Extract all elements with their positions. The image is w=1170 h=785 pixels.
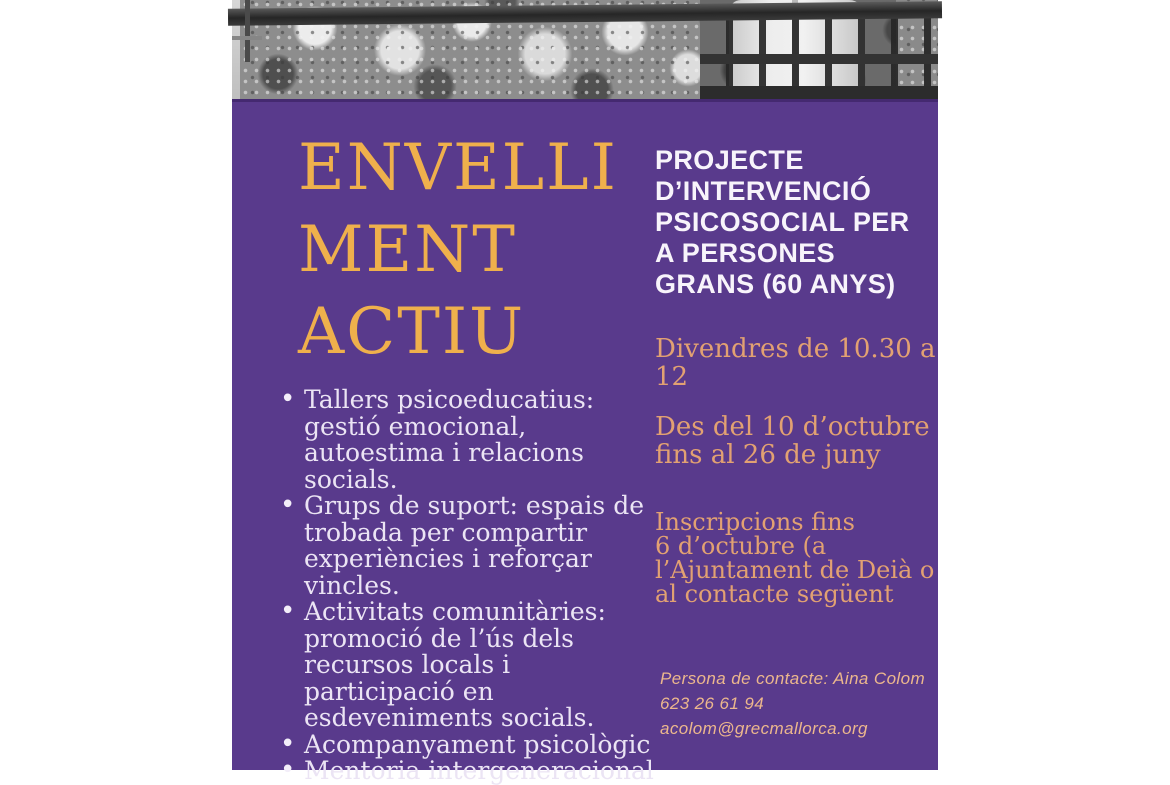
schedule-dates-line: Des del 10 d’octubre — [655, 412, 930, 442]
photo-left-bar — [232, 36, 262, 40]
project-heading — [655, 145, 910, 300]
list-item: • Grups de suport: espais de trobada per compartir experiències i reforçar vincles. — [278, 493, 654, 599]
photo-left-post — [245, 0, 250, 62]
list-item: • Acompanyament psicològic — [278, 732, 654, 759]
photo-railing-bottom-rail — [700, 86, 938, 99]
header-photo — [232, 0, 938, 99]
list-item: • Mentoria intergeneracional — [278, 758, 654, 785]
schedule-dates-line: fins al 26 de juny — [655, 440, 881, 470]
photo-railing-mid-rail — [700, 54, 938, 64]
inscription-line: 6 d’octubre (a — [655, 532, 827, 560]
contact-block — [660, 666, 925, 741]
poster-title — [298, 127, 618, 373]
inscription-line: l’Ajuntament de Deià o — [655, 556, 935, 584]
inscription-info — [655, 510, 934, 606]
schedule-time — [655, 335, 936, 391]
heading-line: PROJECTE — [655, 145, 804, 175]
activities-list — [278, 385, 654, 785]
schedule-time-line: 12 — [655, 362, 689, 392]
heading-line: GRANS (60 ANYS) — [655, 269, 896, 299]
contact-person: Persona de contacte: Aina Colom — [660, 669, 926, 688]
inscription-line: Inscripcions fins — [655, 508, 855, 536]
title-line-1: ENVELLI — [298, 131, 618, 205]
heading-line: D’INTERVENCIÓ — [655, 176, 872, 206]
contact-email: acolom@grecmallorca.org — [660, 719, 868, 738]
poster-body — [232, 99, 938, 785]
title-line-3: ACTIU — [298, 295, 526, 369]
heading-line: A PERSONES — [655, 238, 836, 268]
contact-phone: 623 26 61 94 — [660, 694, 765, 713]
title-line-2: MENT — [298, 213, 517, 287]
heading-line: PSICOSOCIAL PER — [655, 207, 910, 237]
list-item: • Activitats comunitàries: promoció de l’ús dels recursos locals i participació en esdeveniments socials. — [278, 599, 654, 732]
inscription-line: al contacte següent — [655, 580, 894, 608]
poster — [232, 0, 938, 785]
schedule-time-line: Divendres de 10.30 a — [655, 334, 936, 364]
schedule-dates — [655, 413, 930, 469]
list-item: • Tallers psicoeducatius: gestió emocional, autoestima i relacions socials. — [278, 387, 654, 493]
